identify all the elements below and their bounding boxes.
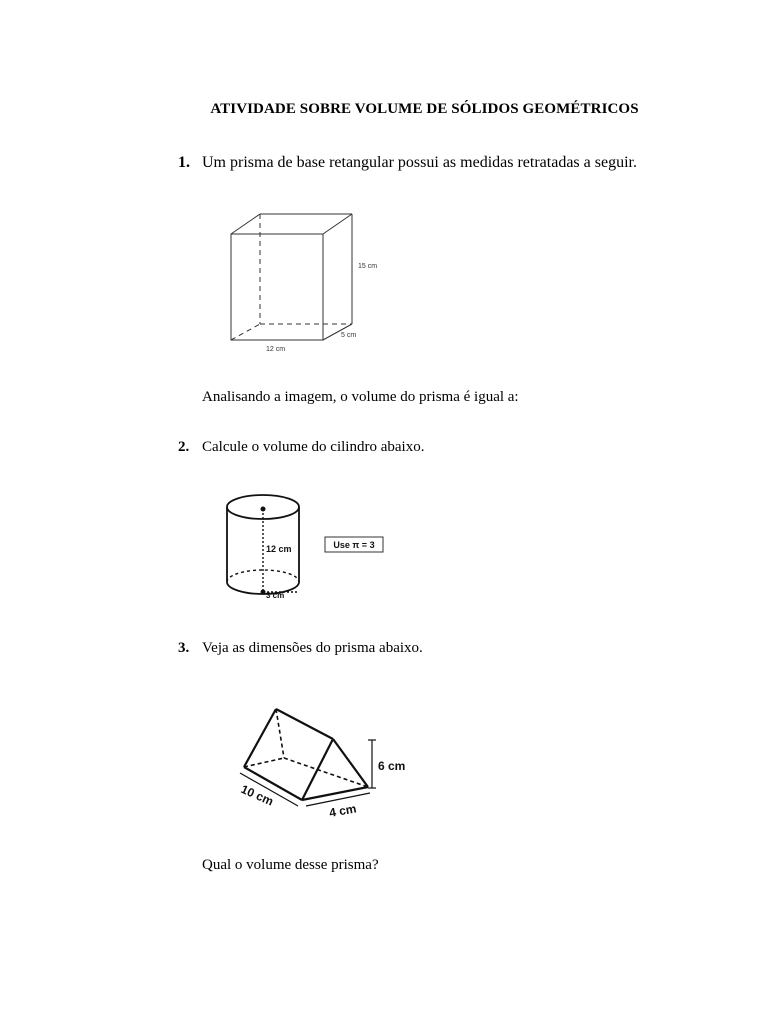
- question-number: 1.: [178, 154, 190, 171]
- length-label: 10 cm: [238, 781, 276, 809]
- question-text: Veja as dimensões do prisma abaixo.: [202, 640, 423, 656]
- height-label: 12 cm: [266, 544, 292, 554]
- question-1: [178, 154, 637, 172]
- page-title: ATIVIDADE SOBRE VOLUME DE SÓLIDOS GEOMÉTRICOS: [210, 101, 639, 117]
- cylinder-figure: [220, 490, 395, 608]
- question-3: [178, 640, 423, 657]
- triangular-prism-figure: [236, 700, 436, 825]
- question-number: 2.: [178, 439, 190, 455]
- height-label: 6 cm: [378, 759, 406, 773]
- height-label: 15 cm: [358, 263, 378, 270]
- question-2: [178, 439, 424, 456]
- width-label: 12 cm: [266, 346, 286, 353]
- question-text: Um prisma de base retangular possui as medidas retratadas a seguir.: [202, 154, 637, 171]
- radius-label: 3 cm: [266, 591, 285, 600]
- pi-hint-label: Use π = 3: [333, 540, 375, 550]
- base-label: 4 cm: [328, 801, 358, 820]
- question-number: 3.: [178, 640, 190, 656]
- rectangular-prism-figure: [226, 206, 398, 358]
- question-1-followup: Analisando a imagem, o volume do prisma é igual a:: [202, 389, 519, 405]
- question-text: Calcule o volume do cilindro abaixo.: [202, 439, 425, 455]
- depth-label: 5 cm: [341, 332, 357, 339]
- question-3-followup: Qual o volume desse prisma?: [202, 857, 379, 873]
